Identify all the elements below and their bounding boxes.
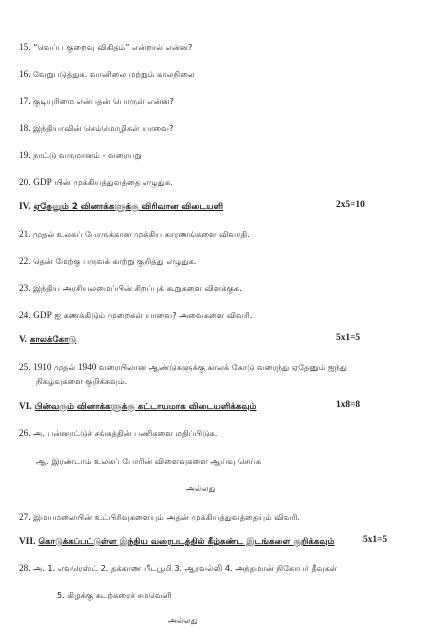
question-text: அ. பன்னாட்டுச் சங்கத்தின் பணிகளை மதிப்பிடுக. — [33, 428, 218, 438]
question-number: 28. — [19, 563, 31, 573]
place-3: 3. ஆரவல்லி — [174, 563, 223, 573]
section-5-marks: 5x1=5 — [336, 333, 361, 343]
section-6-heading — [19, 401, 256, 413]
section-7-marks: 5x1=5 — [363, 535, 388, 545]
question-text: குடியுரிமை என்பதன் பொருள் என்ன? — [33, 96, 174, 106]
section-number: VI. — [19, 402, 32, 412]
question-text-from: முதல் — [54, 362, 76, 372]
question-number: 19. — [19, 150, 31, 160]
question-22 — [19, 255, 196, 267]
question-number: 26. — [19, 428, 31, 438]
question-number: 18. — [19, 123, 31, 133]
question-26-b: ஆ. இரண்டாம் உலகப் போரின் விளைவுகளை ஆய்வு செய்க — [36, 456, 262, 466]
question-number: 23. — [19, 283, 31, 293]
question-text: முதல் உலகப் போருக்கான முக்கிய காரணங்களை விவாதி. — [33, 229, 250, 239]
question-text: வரையிலான ஆண்டுகளுக்கு காலக் கோடு வரைந்து ஏதேனும் ஐந்து — [98, 362, 347, 372]
question-19 — [19, 149, 142, 161]
section-title: ஏதேனும் 2 வினாக்களுக்கு விரிவான விடையளி — [33, 202, 224, 212]
section-4-marks: 2x5=10 — [336, 200, 365, 210]
section-number: V. — [19, 335, 27, 345]
question-number: 27. — [19, 512, 31, 522]
question-16 — [19, 68, 195, 80]
gdp-term: GDP — [33, 311, 52, 321]
question-text: இந்திய அரசியலமைப்பின் சிறப்புக் கூறுகளை விளக்குக. — [33, 283, 242, 293]
place-4: 4. அந்தமான் நிகோபர் தீவுகள் — [224, 563, 338, 573]
question-17 — [19, 95, 174, 107]
section-4-heading — [19, 201, 223, 213]
question-number: 15. — [19, 42, 31, 52]
or-separator: அல்லது — [186, 483, 216, 493]
question-text: “வெப்ப குறைவு விகிதம்” என்றால் என்ன? — [33, 42, 193, 52]
place-5: 5. கிழக்கு கடற்கரைச் சமவெளி — [57, 590, 172, 600]
year-start: 1910 — [33, 362, 52, 372]
question-28-a — [19, 562, 337, 574]
question-number: 20. — [19, 177, 31, 187]
place-1: 1. எவரெஸ்ட் — [47, 563, 98, 573]
question-26-a — [19, 427, 217, 439]
section-6-marks: 1x8=8 — [336, 400, 361, 410]
section-number: IV. — [19, 202, 31, 212]
question-text: நாட்டு வருமானம் - வரையறு — [33, 150, 142, 160]
question-21 — [19, 228, 250, 240]
place-2: 2. தக்காண பீடபூமி — [100, 563, 172, 573]
question-25-continued: நிகழ்வுகளை குறிக்கவும். — [36, 376, 128, 386]
question-text: யின் முக்கியத்துவத்தை எழுதுக. — [54, 177, 173, 187]
question-text: வேறுபடுத்துக. வானிலை மற்றும் காலநிலை — [33, 69, 195, 79]
section-title: பின்வரும் வினாக்களுக்கு கட்டாயமாக விடையளிக்கவும் — [34, 402, 257, 412]
section-title: காலக்கோடு — [29, 335, 77, 345]
question-20 — [19, 176, 173, 189]
question-25 — [19, 361, 347, 373]
question-text: ஐ கணக்கிடும் முறைகள் யாவை? அவைகளை விவரி. — [54, 310, 253, 320]
year-end: 1940 — [77, 362, 97, 372]
question-text: இந்தியாவின் செம்மொழிகள் யாவை? — [33, 123, 174, 133]
question-number: 16. — [19, 69, 31, 79]
section-7-heading — [19, 536, 335, 548]
question-15 — [19, 41, 192, 53]
question-number: 25. — [19, 362, 31, 372]
question-text: இமயமலையின் உட்பிரிவுகளையும் அதன் முக்கியத்துவத்தையும் விவரி. — [33, 512, 301, 522]
gdp-term: GDP — [33, 178, 52, 188]
question-number: 17. — [19, 96, 31, 106]
question-27 — [19, 511, 300, 523]
question-text: தென் மேற்கு பருவக் காற்று குறித்து எழுதுக. — [33, 256, 197, 266]
question-number: 24. — [19, 310, 31, 320]
question-24 — [19, 309, 253, 322]
question-number: 21. — [19, 229, 31, 239]
section-5-heading — [19, 334, 76, 346]
question-number: 22. — [19, 256, 31, 266]
section-number: VII. — [19, 537, 36, 547]
question-18 — [19, 122, 173, 134]
option-label-a: அ. — [33, 563, 45, 573]
section-title: கொடுக்கப்பட்டுள்ள இந்திய வரைபடத்தில் கீழ்கண்ட இடங்களை குறிக்கவும் — [38, 537, 335, 547]
or-separator: அல்லது — [168, 615, 198, 625]
question-23 — [19, 282, 242, 294]
